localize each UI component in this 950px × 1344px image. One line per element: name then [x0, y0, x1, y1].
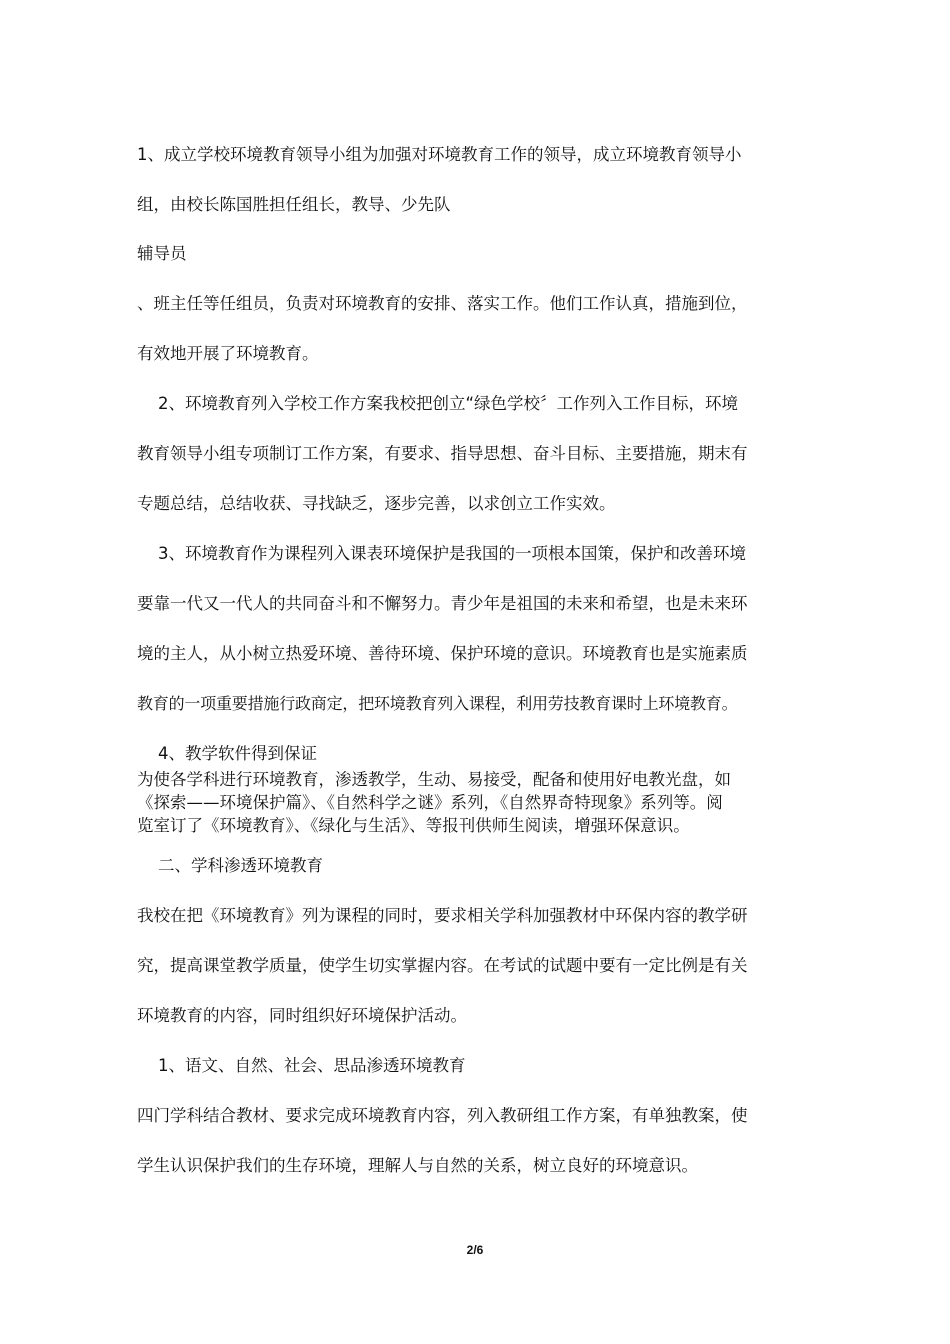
body-line: 究，提高课堂教学质量，使学生切实掌握内容。在考试的试题中要有一定比例是有关	[137, 956, 748, 975]
body-line: 境的主人，从小树立热爱环境、善待环境、保护环境的意识。环境教育也是实施素质	[137, 644, 748, 663]
body-line: 辅导员	[137, 244, 187, 263]
body-line: 为使各学科进行环境教育，渗透教学，生动、易接受，配备和使用好电教光盘，如	[137, 770, 731, 789]
body-line: 1、语文、自然、社会、思品渗透环境教育	[158, 1056, 466, 1075]
body-line: 览室订了《环境教育》、《绿化与生活》、等报刊供师生阅读，增强环保意识。	[137, 816, 690, 835]
body-line: 1、成立学校环境教育领导小组为加强对环境教育工作的领导，成立环境教育领导小	[137, 145, 742, 164]
body-line: 组，由校长陈国胜担任组长，教导、少先队	[137, 195, 451, 214]
body-line: 2、环境教育列入学校工作方案我校把创立“绿色学校〞工作列入工作目标，环境	[158, 394, 739, 413]
body-line: 教育的一项重要措施行政商定，把环境教育列入课程，利用劳技教育课时上环境教育。	[137, 694, 738, 713]
body-line: 有效地开展了环境教育。	[137, 344, 319, 363]
body-line: 专题总结，总结收获、寻找缺乏，逐步完善，以求创立工作实效。	[137, 494, 616, 513]
body-line: 要靠一代又一代人的共同奋斗和不懈努力。青少年是祖国的未来和希望，也是未来环	[137, 594, 748, 613]
section-heading: 二、学科渗透环境教育	[158, 856, 323, 875]
body-line: 《探索——环境保护篇》、《自然科学之谜》系列，《自然界奇特现象》系列等。阅	[137, 793, 723, 812]
page-number: 2/6	[466, 1243, 484, 1257]
body-line: 4、教学软件得到保证	[158, 744, 317, 763]
body-line: 我校在把《环境教育》列为课程的同时，要求相关学科加强教材中环保内容的教学研	[137, 906, 748, 925]
body-line: 3、环境教育作为课程列入课表环境保护是我国的一项根本国策，保护和改善环境	[158, 544, 746, 563]
body-line: 、班主任等任组员，负责对环境教育的安排、落实工作。他们工作认真，措施到位，	[137, 294, 748, 313]
body-line: 学生认识保护我们的生存环境，理解人与自然的关系，树立良好的环境意识。	[137, 1156, 698, 1175]
body-line: 四门学科结合教材、要求完成环境教育内容，列入教研组工作方案，有单独教案，使	[137, 1106, 748, 1125]
body-line: 教育领导小组专项制订工作方案，有要求、指导思想、奋斗目标、主要措施，期末有	[137, 444, 748, 463]
body-line: 环境教育的内容，同时组织好环境保护活动。	[137, 1006, 467, 1025]
